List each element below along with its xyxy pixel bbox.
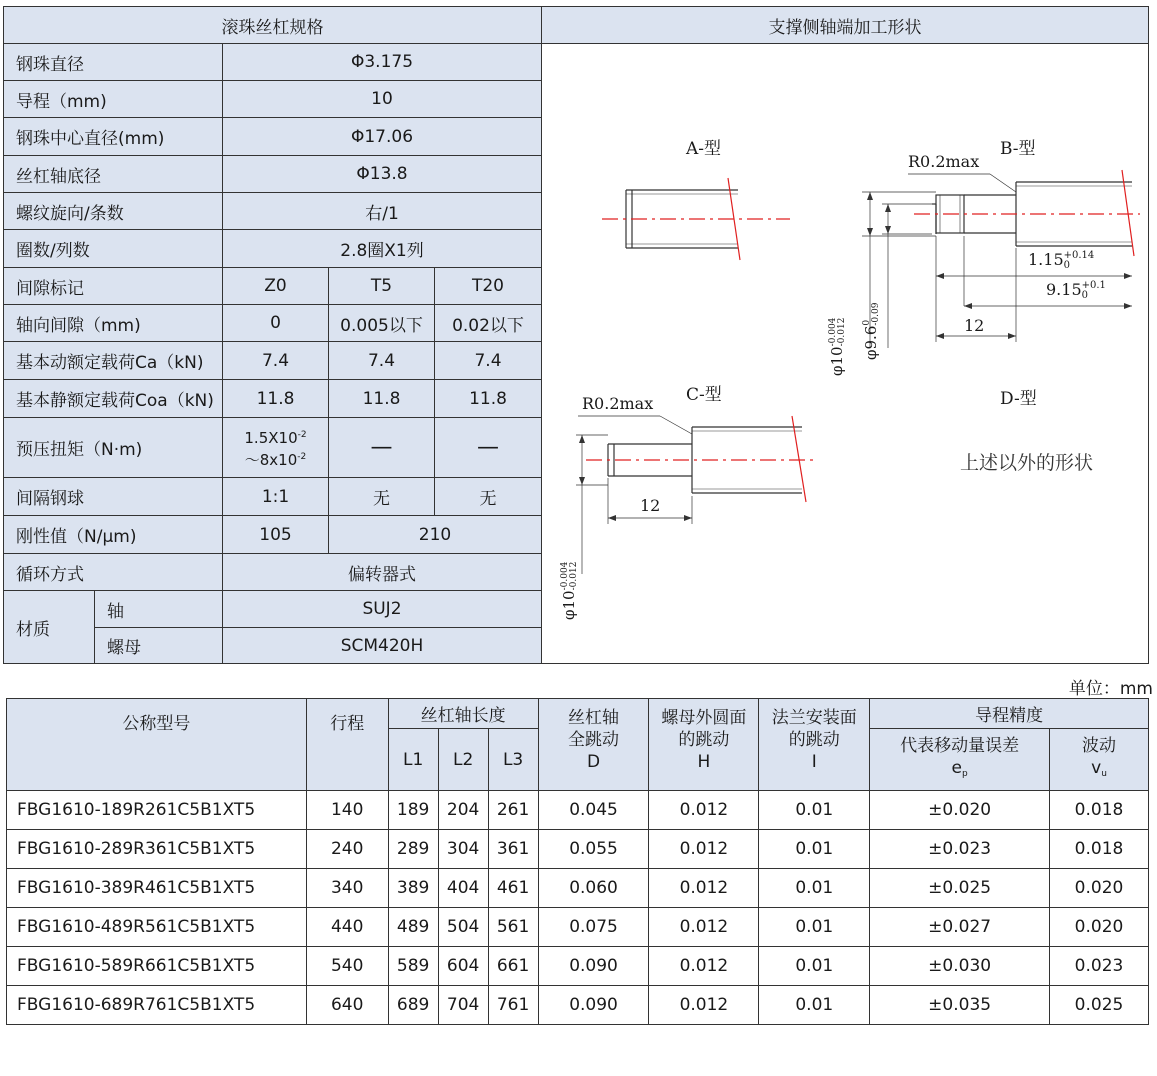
cell-runout-h: 0.012 xyxy=(649,947,759,986)
cell-model: FBG1610-289R361C5B1XT5 xyxy=(7,830,307,869)
dim-b-12: 12 xyxy=(964,316,985,335)
dim-b-len1: 1.15 +0.14 0 xyxy=(1028,249,1095,271)
header-runout-i: 法兰安装面 的跳动 I xyxy=(759,699,870,791)
spec-label-spacer-balls: 间隔钢球 xyxy=(3,477,223,516)
cell-l3: 661 xyxy=(488,947,538,986)
dim-c-12: 12 xyxy=(640,496,661,515)
cell-runout-h: 0.012 xyxy=(649,986,759,1025)
header-vu: 波动 $v_u$ xyxy=(1050,729,1149,791)
cell-l1: 589 xyxy=(388,947,438,986)
cell-l2: 704 xyxy=(438,986,488,1025)
header-lead-accuracy: 导程精度 xyxy=(870,699,1149,729)
cell-l1: 689 xyxy=(388,986,438,1025)
table-row xyxy=(7,830,1149,869)
type-d-note: 上述以外的形状 xyxy=(960,452,1094,474)
header-runout-d: 丝杠轴 全跳动 D xyxy=(538,699,649,791)
material-nut-label: 螺母 xyxy=(94,627,223,664)
cell-stroke: 140 xyxy=(306,791,388,830)
material-shaft-value: SUJ2 xyxy=(222,590,542,628)
cell-runout-d: 0.075 xyxy=(538,908,649,947)
static-value-3: 11.8 xyxy=(434,379,542,418)
type-d-label: D-型 xyxy=(1000,389,1037,409)
spec-label-thread-direction: 螺纹旋向/条数 xyxy=(3,192,223,230)
cell-model: FBG1610-489R561C5B1XT5 xyxy=(7,908,307,947)
cell-ep: ±0.035 xyxy=(870,986,1050,1025)
type-c-label: C-型 xyxy=(686,385,722,405)
cell-runout-h: 0.012 xyxy=(649,869,759,908)
type-b-label: B-型 xyxy=(1000,139,1036,159)
spec-label-lead: 导程（mm) xyxy=(3,80,223,118)
type-c-shaft xyxy=(576,416,802,574)
cell-runout-d: 0.090 xyxy=(538,986,649,1025)
type-c-radius-note: R0.2max xyxy=(582,394,654,413)
cell-stroke: 440 xyxy=(306,908,388,947)
cell-l3: 361 xyxy=(488,830,538,869)
model-table xyxy=(6,698,1149,1025)
cell-l3: 461 xyxy=(488,869,538,908)
preload-dash-1: — xyxy=(328,417,435,478)
static-value-1: 11.8 xyxy=(222,379,329,418)
spec-value-lead: 10 xyxy=(222,80,542,118)
preload-value: $1.5X10^{-2}$ $\sim 8x10^{-2}$ xyxy=(222,417,329,478)
type-b-radius-note: R0.2max xyxy=(908,152,980,171)
cell-runout-h: 0.012 xyxy=(649,830,759,869)
header-l1: L1 xyxy=(388,729,438,791)
spec-label-static-load: 基本静额定载荷Coa（kN) xyxy=(3,379,223,418)
drawing-title: 支撑侧轴端加工形状 xyxy=(541,6,1149,44)
spec-label-preload: 预压扭矩（N·m) xyxy=(3,417,223,478)
cell-ep: ±0.030 xyxy=(870,947,1050,986)
cell-model: FBG1610-189R261C5B1XT5 xyxy=(7,791,307,830)
dyn-value-1: 7.4 xyxy=(222,341,329,380)
cell-l1: 189 xyxy=(388,791,438,830)
cell-runout-d: 0.055 xyxy=(538,830,649,869)
cell-runout-i: 0.01 xyxy=(759,986,870,1025)
cell-runout-d: 0.045 xyxy=(538,791,649,830)
cell-vu: 0.023 xyxy=(1050,947,1149,986)
cell-l3: 561 xyxy=(488,908,538,947)
spec-value-ball-diameter: Φ3.175 xyxy=(222,43,542,81)
cell-runout-h: 0.012 xyxy=(649,908,759,947)
cell-vu: 0.020 xyxy=(1050,869,1149,908)
cell-ep: ±0.025 xyxy=(870,869,1050,908)
cell-l2: 304 xyxy=(438,830,488,869)
cell-stroke: 240 xyxy=(306,830,388,869)
cell-runout-i: 0.01 xyxy=(759,830,870,869)
dyn-value-2: 7.4 xyxy=(328,341,435,380)
material-nut-value: SCM420H xyxy=(222,627,542,664)
cell-ep: ±0.027 xyxy=(870,908,1050,947)
cell-stroke: 340 xyxy=(306,869,388,908)
cell-l2: 504 xyxy=(438,908,488,947)
table-row xyxy=(7,869,1149,908)
table-row xyxy=(7,986,1149,1025)
cell-ep: ±0.023 xyxy=(870,830,1050,869)
dyn-value-3: 7.4 xyxy=(434,341,542,380)
cell-model: FBG1610-689R761C5B1XT5 xyxy=(7,986,307,1025)
dim-b-dia10: φ10 -0.004 -0.012 xyxy=(828,317,847,376)
cell-l1: 289 xyxy=(388,830,438,869)
clearance-t5: T5 xyxy=(328,267,435,305)
spec-label-circulation: 循环方式 xyxy=(3,553,223,591)
material-shaft-label: 轴 xyxy=(94,590,223,628)
cell-stroke: 540 xyxy=(306,947,388,986)
header-length: 丝杠轴长度 xyxy=(388,699,538,729)
type-a-label: A-型 xyxy=(686,139,722,159)
spacer-value-3: 无 xyxy=(434,477,542,516)
unit-note: 单位：mm xyxy=(1068,679,1153,699)
dim-c-dia10: φ10 -0.004 -0.012 xyxy=(560,561,579,620)
spec-value-root-diameter: Φ13.8 xyxy=(222,155,542,193)
cell-runout-i: 0.01 xyxy=(759,947,870,986)
spec-label-ball-diameter: 钢珠直径 xyxy=(3,43,223,81)
clearance-z0: Z0 xyxy=(222,267,329,305)
circulation-value: 偏转器式 xyxy=(222,553,542,591)
axial-value-2: 0.005以下 xyxy=(328,304,435,342)
spec-label-ball-center-diameter: 钢珠中心直径(mm) xyxy=(3,117,223,156)
cell-runout-d: 0.090 xyxy=(538,947,649,986)
spec-label-material: 材质 xyxy=(3,590,95,664)
cell-l2: 604 xyxy=(438,947,488,986)
cell-model: FBG1610-389R461C5B1XT5 xyxy=(7,869,307,908)
spec-label-dynamic-load: 基本动额定载荷Ca（kN) xyxy=(3,341,223,380)
table-row xyxy=(7,947,1149,986)
preload-dash-2: — xyxy=(434,417,542,478)
spec-value-ball-center-diameter: Φ17.06 xyxy=(222,117,542,156)
cell-l1: 489 xyxy=(388,908,438,947)
cell-model: FBG1610-589R661C5B1XT5 xyxy=(7,947,307,986)
cell-runout-i: 0.01 xyxy=(759,869,870,908)
cell-runout-d: 0.060 xyxy=(538,869,649,908)
spec-label-clearance: 间隙标记 xyxy=(3,267,223,305)
table-row xyxy=(7,791,1149,830)
spec-label-axial-clearance: 轴向间隙（mm) xyxy=(3,304,223,342)
drawing-panel xyxy=(541,43,1149,664)
spacer-value-2: 无 xyxy=(328,477,435,516)
cell-vu: 0.020 xyxy=(1050,908,1149,947)
cell-runout-i: 0.01 xyxy=(759,908,870,947)
header-runout-h: 螺母外圆面 的跳动 H xyxy=(649,699,759,791)
cell-l3: 261 xyxy=(488,791,538,830)
cell-vu: 0.018 xyxy=(1050,791,1149,830)
rigidity-value-2: 210 xyxy=(328,515,542,554)
cell-l1: 389 xyxy=(388,869,438,908)
header-model: 公称型号 xyxy=(7,699,307,791)
clearance-t20: T20 xyxy=(434,267,542,305)
cell-vu: 0.018 xyxy=(1050,830,1149,869)
cell-l2: 204 xyxy=(438,791,488,830)
spec-value-thread-direction: 右/1 xyxy=(222,192,542,230)
spec-table-title: 滚珠丝杠规格 xyxy=(3,6,542,44)
cell-l3: 761 xyxy=(488,986,538,1025)
table-row xyxy=(7,908,1149,947)
cell-runout-h: 0.012 xyxy=(649,791,759,830)
static-value-2: 11.8 xyxy=(328,379,435,418)
spacer-value-1: 1:1 xyxy=(222,477,329,516)
header-ep: 代表移动量误差 $e_p$ xyxy=(870,729,1050,791)
cell-stroke: 640 xyxy=(306,986,388,1025)
rigidity-value-1: 105 xyxy=(222,515,329,554)
axial-value-3: 0.02以下 xyxy=(434,304,542,342)
cell-vu: 0.025 xyxy=(1050,986,1149,1025)
header-l3: L3 xyxy=(488,729,538,791)
cell-l2: 404 xyxy=(438,869,488,908)
spec-label-turns: 圈数/列数 xyxy=(3,229,223,268)
spec-value-turns: 2.8圈X1列 xyxy=(222,229,542,268)
cell-runout-i: 0.01 xyxy=(759,791,870,830)
spec-label-rigidity: 刚性值（N/μm) xyxy=(3,515,223,554)
dim-b-dia96: φ9.6 0 -0.09 xyxy=(862,302,881,360)
header-stroke: 行程 xyxy=(306,699,388,791)
axial-value-1: 0 xyxy=(222,304,329,342)
header-l2: L2 xyxy=(438,729,488,791)
spec-label-root-diameter: 丝杠轴底径 xyxy=(3,155,223,193)
cell-ep: ±0.020 xyxy=(870,791,1050,830)
dim-b-len2: 9.15 +0.1 0 xyxy=(1046,279,1106,301)
